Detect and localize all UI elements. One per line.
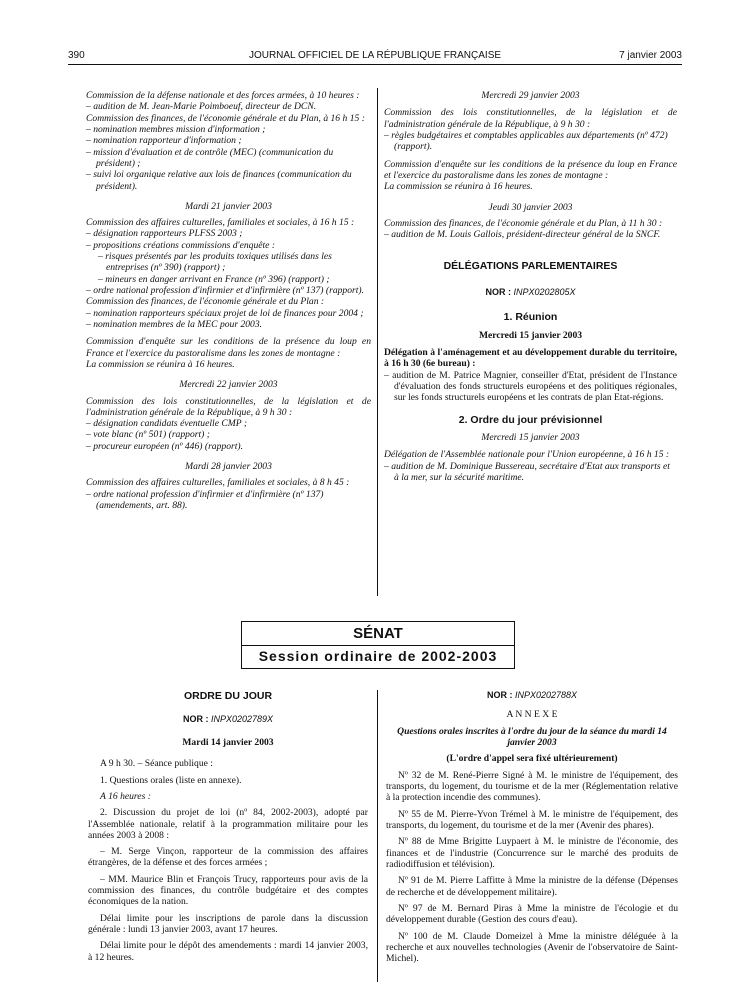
paragraph: Délégation à l'aménagement et au développement durable du territoire, à 16 h 30 (6e bureau) : <box>384 347 677 370</box>
paragraph: Commission des lois constitutionnelles, de la législation et de l'administration générale de la République, à 9 h 30 : <box>384 107 677 130</box>
right-column <box>384 90 677 483</box>
list-item: – ordre national profession d'infirmier et d'infirmière (nº 137) (rapport). <box>86 285 364 296</box>
list-item: – propositions créations commissions d'enquête : <box>86 239 276 251</box>
page-number: 390 <box>68 50 85 61</box>
paragraph: Commission des finances, de l'économie générale et du Plan : <box>86 296 325 308</box>
subsection-heading: 1. Réunion <box>503 311 558 324</box>
nor-label: NOR : <box>486 690 513 700</box>
annexe-heading: A N N E X E <box>506 708 558 720</box>
question-item: Nº 91 de M. Pierre Laffitte à Mme la ministre de la défense (Dépenses de recherche et de développement militaire). <box>386 875 678 898</box>
ordre-du-jour-column <box>88 690 368 968</box>
date-heading: Jeudi 30 janvier 2003 <box>488 201 573 213</box>
nor-reference <box>386 690 678 701</box>
list-item: – nomination membres de la MEC pour 2003. <box>86 318 263 330</box>
paragraph: Commission de la défense nationale et des forces armées, à 10 heures : <box>86 90 360 101</box>
list-item: – audition de M. Dominique Bussereau, secrétaire d'Etat aux transports et à la mer, sur la sécurité maritime. <box>384 460 670 483</box>
nor-label: NOR : <box>485 286 511 297</box>
list-item: – ordre national profession d'infirmier et d'infirmière (nº 137) (amendements, art. 88). <box>86 488 324 511</box>
paragraph: Commission des affaires culturelles, familiales et sociales, à 16 h 15 : <box>86 217 355 229</box>
annexe-title: Questions orales inscrites à l'ordre du jour de la séance du mardi 14 janvier 2003 <box>397 725 667 749</box>
issue-date: 7 janvier 2003 <box>619 50 682 61</box>
paragraph: – M. Serge Vinçon, rapporteur de la commission des affaires étrangères, de la défense et des forces armées ; <box>88 846 368 869</box>
paragraph: Commission d'enquête sur les conditions de la présence du loup en France et l'exercice du pastoralisme dans les zones de montagne : <box>86 336 371 359</box>
date-heading: Mardi 28 janvier 2003 <box>185 461 272 473</box>
list-item: – vote blanc (nº 501) (rapport) ; <box>86 429 210 441</box>
column-divider <box>377 88 378 596</box>
journal-title: JOURNAL OFFICIEL DE LA RÉPUBLIQUE FRANÇAISE <box>248 50 502 61</box>
senat-title: SÉNAT <box>353 625 403 642</box>
list-item: – audition de M. Louis Gallois, président-directeur général de la SNCF. <box>384 229 661 241</box>
list-item: – mission d'évaluation et de contrôle (MEC) (communication du président) ; <box>86 146 334 169</box>
date-heading: Mercredi 15 janvier 2003 <box>478 329 583 341</box>
list-item: – nomination rapporteurs spéciaux projet de loi de finances pour 2004 ; <box>86 307 364 319</box>
annexe-note: (L'ordre d'appel sera fixé ultérieurement) <box>446 752 618 764</box>
senat-title-box <box>241 621 515 669</box>
nor-label: NOR : <box>182 714 209 725</box>
paragraph: Commission des lois constitutionnelles, de la législation et de l'administration générale de la République, à 9 h 30 : <box>86 395 371 418</box>
question-item: Nº 88 de Mme Brigitte Luypaert à M. le ministre de l'économie, des finances et de l'industrie (Concurrence sur le marché des produits de radiodiffusion et télévision). <box>386 836 678 871</box>
nor-code: INPX0202789X <box>210 714 274 725</box>
ordre-du-jour-heading: ORDRE DU JOUR <box>183 690 273 702</box>
question-item: Nº 100 de M. Claude Domeizel à Mme la ministre déléguée à la recherche et aux nouvelles technologies (Avenir de l'observatoire de Saint-Michel). <box>386 930 678 965</box>
subsection-heading: 2. Ordre du jour prévisionnel <box>458 413 603 426</box>
annexe-column <box>386 690 678 970</box>
paragraph: A 16 heures : <box>100 790 151 802</box>
list-item: – nomination membres mission d'information ; <box>86 123 266 135</box>
question-item: Nº 97 de M. Bernard Piras à Mme la ministre de l'écologie et du développement durable (Gestion des cours d'eau). <box>386 902 678 926</box>
list-item: – suivi loi organique relative aux lois de finances (communication du président). <box>86 169 352 192</box>
list-item: – risques présentés par les produits toxiques utilisés dans les entreprises (nº 390) (rapport) ; <box>98 251 332 274</box>
paragraph: – MM. Maurice Blin et François Trucy, rapporteurs pour avis de la commission des finances, du contrôle budgétaire et des comptes économiques de la nation. <box>88 873 368 908</box>
paragraph: La commission se réunira à 16 heures. <box>384 181 533 193</box>
nor-reference <box>88 714 368 725</box>
page-header <box>68 50 682 64</box>
left-column <box>86 90 371 511</box>
nor-reference <box>384 287 677 298</box>
paragraph: 2. Discussion du projet de loi (nº 84, 2002-2003), adopté par l'Assemblée nationale, relatif à la programmation militaire pour les années 2003 à 2008 : <box>88 807 368 841</box>
date-heading: Mardi 21 janvier 2003 <box>185 200 272 212</box>
list-item: – audition de M. Patrice Magnier, conseiller d'Etat, président de l'Instance d'évaluation des fonds structurels européens et des politiques régionales, sur les fonds structurels européens et les contrats de plan Etat-régions. <box>384 369 677 404</box>
list-item: – procureur européen (nº 446) (rapport). <box>86 440 243 452</box>
column-divider <box>377 690 378 982</box>
paragraph: Commission des finances, de l'économie générale et du Plan, à 16 h 15 : <box>86 112 365 124</box>
paragraph: La commission se réunira à 16 heures. <box>86 358 235 370</box>
paragraph: Commission des finances, de l'économie générale et du Plan, à 11 h 30 : <box>384 217 663 229</box>
list-item: – règles budgétaires et comptables applicables aux départements (nº 472) (rapport). <box>384 129 668 153</box>
date-heading: Mercredi 22 janvier 2003 <box>179 379 278 391</box>
paragraph: 1. Questions orales (liste en annexe). <box>100 774 242 786</box>
header-rule <box>68 64 682 65</box>
list-item: – désignation rapporteurs PLFSS 2003 ; <box>86 228 243 240</box>
paragraph: A 9 h 30. – Séance publique : <box>100 758 213 770</box>
date-heading: Mardi 14 janvier 2003 <box>182 736 274 748</box>
section-heading: DÉLÉGATIONS PARLEMENTAIRES <box>443 260 618 273</box>
question-item: Nº 32 de M. René-Pierre Signé à M. le ministre de l'équipement, des transports, du logement, du tourisme et de la mer (Réglementation relative à la protection incendie des communes). <box>386 769 678 804</box>
list-item: – mineurs en danger arrivant en France (nº 396) (rapport) ; <box>98 273 330 285</box>
list-item: – nomination rapporteur d'information ; <box>86 135 242 147</box>
nor-code: INPX0202788X <box>514 690 578 700</box>
list-item: – désignation candidats éventuelle CMP ; <box>86 418 248 430</box>
paragraph: Délai limite pour les inscriptions de parole dans la discussion générale : lundi 13 janvier 2003, avant 17 heures. <box>88 912 368 936</box>
paragraph: Délégation de l'Assemblée nationale pour l'Union européenne, à 16 h 15 : <box>384 449 670 461</box>
date-heading: Mercredi 15 janvier 2003 <box>481 432 580 444</box>
list-item: – audition de M. Jean-Marie Poimboeuf, directeur de DCN. <box>86 101 317 113</box>
date-heading: Mercredi 29 janvier 2003 <box>481 90 580 101</box>
paragraph: Commission d'enquête sur les conditions de la présence du loup en France et l'exercice du pastoralisme dans les zones de montagne : <box>384 158 677 181</box>
senat-subtitle: Session ordinaire de 2002-2003 <box>242 645 514 665</box>
nor-code: INPX0202805X <box>513 286 576 297</box>
paragraph: Commission des affaires culturelles, familiales et sociales, à 8 h 45 : <box>86 477 350 489</box>
paragraph: Délai limite pour le dépôt des amendements : mardi 14 janvier 2003, à 12 heures. <box>88 940 368 963</box>
question-item: Nº 55 de M. Pierre-Yvon Trémel à M. le ministre de l'équipement, des transports, du logement, du tourisme et de la mer (Avenir des phares). <box>386 808 678 832</box>
